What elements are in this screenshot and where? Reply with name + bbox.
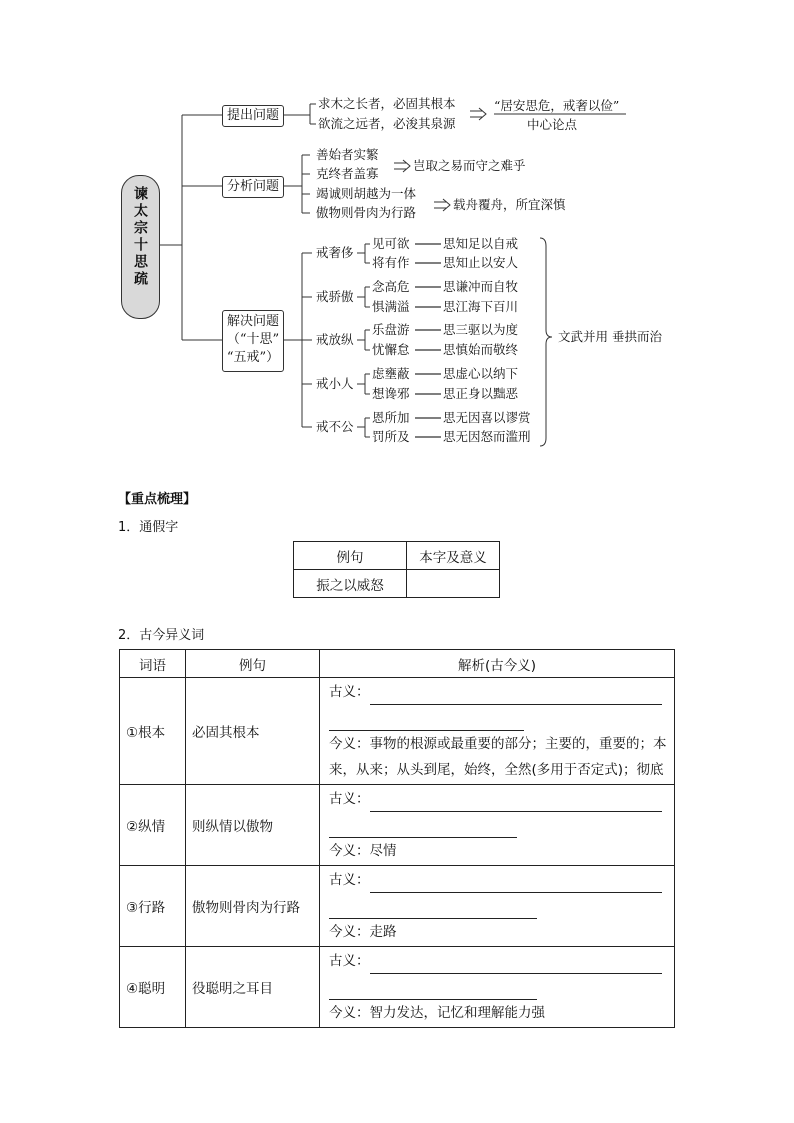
row-2-gu-blank[interactable] (370, 800, 662, 812)
fenxi-result-2: 载舟覆舟，所宜深慎 (453, 197, 566, 212)
row-3-example: 傲物则骨肉为行路 (186, 866, 320, 947)
tongjia-header-example: 例句 (294, 542, 407, 570)
gujin-header-example: 例句 (186, 650, 320, 678)
row-4-gu-blank[interactable] (370, 962, 662, 974)
jiejue-group-1-name: 戒奢侈 (316, 245, 354, 260)
row-4-word: ④聪明 (120, 947, 186, 1028)
group-1-item-1: 见可欲 (372, 236, 410, 251)
tongjia-row-example: 振之以威怒 (294, 570, 407, 598)
group-5-thought-2: 思无因怒而滥刑 (443, 429, 531, 444)
row-3-gu-blank-2[interactable] (329, 907, 537, 919)
row-3-word: ③行路 (120, 866, 186, 947)
row-2-jin-1: 今义：尽情 (329, 843, 397, 859)
row-1-jin-2: 来，从来；从头到尾，始终，全然(多用于否定式)；彻底 (329, 762, 664, 778)
group-1-item-2: 将有作 (372, 255, 410, 270)
table-row (120, 678, 675, 785)
section1-title: 1．通假字 (118, 520, 179, 535)
jiejue-group-4-name: 戒小人 (316, 376, 354, 391)
branch-fenxi (222, 176, 284, 198)
branch-tichu (222, 105, 284, 127)
jiejue-result: 文武并用 垂拱而治 (558, 329, 662, 344)
fenxi-item-2: 克终者盖寡 (316, 166, 379, 181)
mindmap-root (121, 175, 160, 319)
row-4-analysis (320, 947, 675, 1028)
fenxi-item-4: 傲物则骨肉为行路 (316, 205, 417, 220)
group-2-item-1: 念高危 (372, 279, 410, 294)
jiejue-group-2-name: 戒骄傲 (316, 289, 354, 304)
row-2-analysis (320, 785, 675, 866)
jiejue-group-3-name: 戒放纵 (316, 332, 354, 347)
group-3-item-2: 忧懈怠 (372, 342, 410, 357)
group-2-thought-2: 思江海下百川 (443, 299, 519, 314)
mindmap-root-text: 谏太宗十思疏 (132, 186, 148, 288)
gujin-header-analysis: 解析(古今义) (320, 650, 675, 678)
section-heading: 【重点梳理】 (118, 492, 197, 507)
table-row (120, 947, 675, 1028)
tongjia-row-meaning[interactable] (407, 570, 500, 598)
branch-fenxi-label: 分析问题 (226, 179, 279, 194)
group-3-item-1: 乐盘游 (372, 322, 410, 337)
branch-jiejue-line2: （“十思” (226, 332, 280, 347)
row-4-gu-blank-2[interactable] (329, 988, 537, 1000)
fenxi-item-3: 竭诚则胡越为一体 (316, 186, 417, 201)
row-1-example: 必固其根本 (186, 678, 320, 785)
group-5-item-2: 罚所及 (372, 429, 410, 444)
row-4-jin-1: 今义：智力发达，记忆和理解能力强 (329, 1005, 545, 1021)
row-3-jin-1: 今义：走路 (329, 924, 397, 940)
row-2-gu-label: 古义： (329, 791, 370, 807)
row-4-gu-label: 古义： (329, 953, 370, 969)
tichu-item-2: 欲流之远者，必浚其泉源 (318, 116, 456, 131)
row-2-word: ②纵情 (120, 785, 186, 866)
row-3-analysis (320, 866, 675, 947)
group-1-thought-1: 思知足以自戒 (443, 236, 519, 251)
row-2-gu-blank-2[interactable] (329, 826, 517, 838)
group-2-item-2: 惧满溢 (372, 299, 410, 314)
group-2-thought-1: 思谦冲而自牧 (443, 279, 519, 294)
group-4-thought-2: 思正身以黜恶 (443, 386, 519, 401)
group-4-item-2: 想谗邪 (372, 386, 410, 401)
row-1-analysis (320, 678, 675, 785)
row-2-example: 则纵情以傲物 (186, 785, 320, 866)
tongjia-header-meaning: 本字及意义 (407, 542, 500, 570)
group-1-thought-2: 思知止以安人 (443, 255, 519, 270)
row-1-gu-blank-2[interactable] (329, 719, 524, 731)
row-1-jin-1: 今义：事物的根源或最重要的部分；主要的，重要的；本 (329, 736, 667, 752)
branch-jiejue (222, 310, 284, 372)
tongjia-table (293, 541, 500, 598)
tichu-conclusion-sub: 中心论点 (527, 117, 578, 132)
row-1-word: ①根本 (120, 678, 186, 785)
jiejue-group-5-name: 戒不公 (316, 419, 354, 434)
branch-jiejue-line3: “五戒”） (226, 350, 280, 365)
gujin-table (119, 649, 675, 1028)
table-row (120, 785, 675, 866)
group-4-thought-1: 思虚心以纳下 (443, 366, 519, 381)
tichu-conclusion: “居安思危，戒奢以俭” (494, 98, 620, 113)
row-3-gu-blank[interactable] (370, 881, 662, 893)
group-5-item-1: 恩所加 (372, 410, 410, 425)
row-1-gu-blank[interactable] (370, 693, 662, 705)
group-4-item-1: 虑壅蔽 (372, 366, 410, 381)
row-1-gu-label: 古义： (329, 684, 370, 700)
row-3-gu-label: 古义： (329, 872, 370, 888)
branch-tichu-label: 提出问题 (226, 108, 279, 123)
group-3-thought-1: 思三驱以为度 (443, 322, 519, 337)
group-3-thought-2: 思慎始而敬终 (443, 342, 519, 357)
gujin-header-word: 词语 (120, 650, 186, 678)
branch-jiejue-line1: 解决问题 (226, 314, 279, 329)
row-4-example: 役聪明之耳目 (186, 947, 320, 1028)
fenxi-item-1: 善始者实繁 (316, 147, 379, 162)
group-5-thought-1: 思无因喜以谬赏 (443, 410, 531, 425)
fenxi-result-1: 岂取之易而守之难乎 (413, 158, 526, 173)
tichu-item-1: 求木之长者，必固其根本 (318, 96, 456, 111)
table-row (120, 866, 675, 947)
section2-title: 2．古今异义词 (118, 628, 205, 643)
